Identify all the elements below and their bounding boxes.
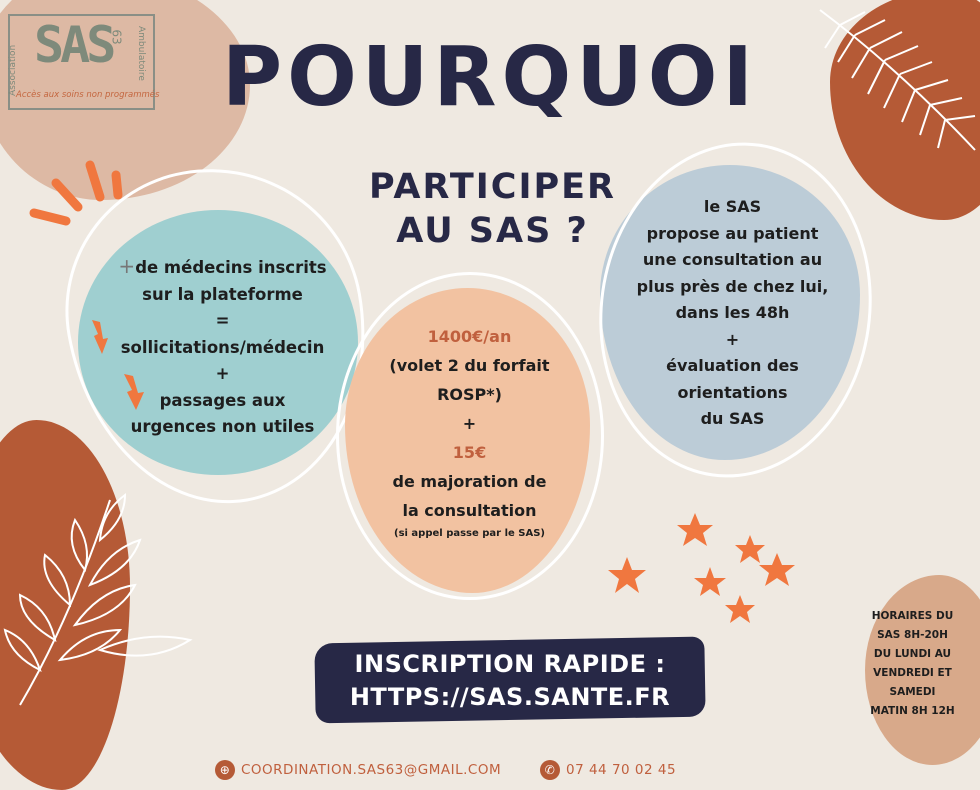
page-title: POURQUOI	[221, 30, 759, 125]
right-line-8: du SAS	[700, 409, 765, 428]
down-arrow-icon	[88, 318, 112, 358]
plus-icon: +	[118, 254, 136, 278]
leaf-branch-icon	[0, 480, 200, 710]
right-line-7: orientations	[677, 382, 788, 402]
middle-line-2: ROSP*)	[437, 385, 502, 404]
middle-line-1: (volet 2 du forfait	[389, 356, 550, 375]
left-line-2: sur la plateforme	[142, 284, 303, 304]
page-subtitle	[355, 165, 630, 253]
left-plus: +	[215, 364, 230, 383]
footer-email[interactable]	[215, 760, 501, 780]
right-line-4: plus près de chez lui,	[636, 276, 829, 296]
opening-hours	[840, 607, 980, 721]
down-arrow-icon	[120, 372, 148, 414]
logo-side-right: Ambulatoire	[136, 26, 146, 81]
hours-line-3: DU LUNDI AU	[873, 648, 952, 660]
subtitle-line-1: PARTICIPER	[368, 167, 617, 207]
middle-note: (si appel passe par le SAS)	[394, 528, 545, 539]
phone-link[interactable]: 07 44 70 02 45	[566, 762, 677, 778]
right-line-1: le SAS	[703, 197, 762, 216]
right-line-2: propose au patient	[646, 223, 819, 243]
middle-amount-2: 15€	[452, 443, 487, 462]
right-bubble-text	[615, 194, 850, 433]
left-line-5: urgences non utiles	[130, 417, 315, 436]
hours-line-2: SAS 8H-20H	[877, 629, 948, 641]
signup-banner-text[interactable]	[315, 648, 705, 714]
hours-line-4: VENDREDI ET	[873, 667, 952, 679]
right-plus: +	[725, 329, 740, 349]
middle-bubble-text	[362, 322, 577, 543]
left-line-4: passages aux	[159, 390, 286, 410]
banner-line-1: INSCRIPTION RAPIDE :	[354, 650, 666, 678]
left-line-3: sollicitations/médecin	[120, 337, 325, 357]
star-cluster-icon	[605, 505, 805, 625]
logo-number: 63	[109, 29, 124, 45]
logo-tagline: Accès aux soins non programmés	[16, 90, 160, 100]
left-equals: =	[215, 311, 230, 330]
globe-icon: ⊕	[215, 760, 235, 780]
subtitle-line-2: AU SAS ?	[396, 211, 589, 251]
email-link[interactable]: COORDINATION.SAS63@GMAIL.COM	[241, 762, 502, 778]
right-line-6: évaluation des	[666, 356, 799, 375]
middle-line-4: la consultation	[402, 501, 537, 520]
middle-line-3: de majoration de	[392, 472, 547, 491]
right-line-5: dans les 48h	[675, 303, 790, 322]
hours-line-6: MATIN 8H 12H	[870, 705, 955, 717]
hours-line-1: HORAIRES DU	[871, 610, 954, 622]
footer-phone[interactable]	[540, 760, 676, 780]
left-line-1: +de médecins inscrits	[118, 254, 327, 278]
middle-amount-1: 1400€/an	[427, 327, 512, 346]
banner-url-link[interactable]: HTTPS://SAS.SANTE.FR	[349, 683, 671, 711]
middle-plus: +	[462, 414, 477, 433]
hours-line-5: SAMEDI	[889, 686, 936, 698]
phone-icon: ✆	[540, 760, 560, 780]
logo-word: SAS	[34, 16, 113, 74]
logo-side-left: Association	[8, 44, 18, 96]
right-line-3: une consultation au	[642, 250, 823, 269]
